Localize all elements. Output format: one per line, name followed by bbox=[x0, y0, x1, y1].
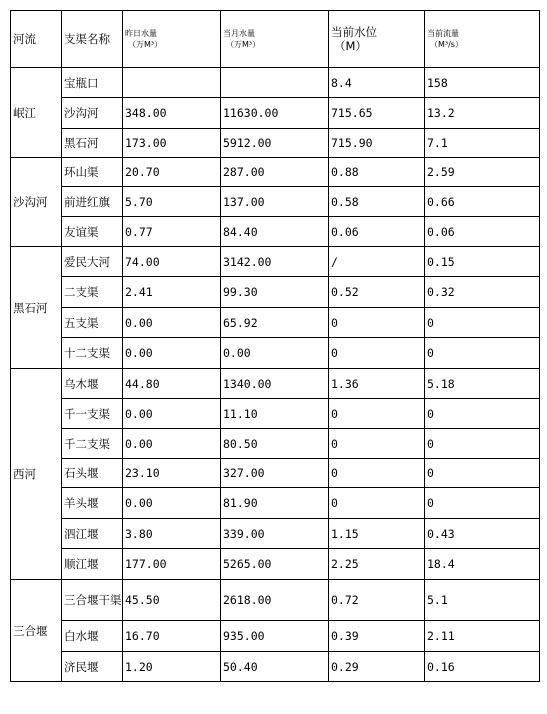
flow-rate-cell: 158 bbox=[425, 68, 540, 98]
header-level-label: 当前水位 bbox=[331, 25, 377, 39]
river-group-cell: 西河 bbox=[11, 369, 62, 580]
table-row bbox=[11, 217, 540, 247]
month-volume-cell: 339.00 bbox=[221, 519, 329, 549]
yesterday-cell: 44.80 bbox=[123, 369, 221, 399]
water-level-cell: 0.29 bbox=[329, 652, 425, 682]
canal-name-cell: 沙沟河 bbox=[62, 98, 123, 129]
yesterday-cell: 16.70 bbox=[123, 621, 221, 652]
month-volume-cell: 99.30 bbox=[221, 277, 329, 308]
flow-rate-cell: 0 bbox=[425, 488, 540, 519]
canal-name-cell: 十二支渠 bbox=[62, 338, 123, 369]
canal-name-cell: 羊头堰 bbox=[62, 488, 123, 519]
month-volume-cell bbox=[221, 68, 329, 98]
yesterday-cell: 2.41 bbox=[123, 277, 221, 308]
header-yesterday-label: 昨日水量 bbox=[125, 29, 157, 38]
yesterday-cell: 5.70 bbox=[123, 187, 221, 217]
month-volume-cell: 50.40 bbox=[221, 652, 329, 682]
flow-rate-cell: 0.06 bbox=[425, 217, 540, 247]
flow-rate-cell: 0.16 bbox=[425, 652, 540, 682]
month-volume-cell: 80.50 bbox=[221, 429, 329, 459]
water-level-cell: 2.25 bbox=[329, 549, 425, 580]
table-row bbox=[11, 277, 540, 308]
flow-rate-cell: 5.1 bbox=[425, 580, 540, 621]
table-row bbox=[11, 459, 540, 488]
canal-name-cell: 石头堰 bbox=[62, 459, 123, 488]
yesterday-cell: 0.77 bbox=[123, 217, 221, 247]
month-volume-cell: 2618.00 bbox=[221, 580, 329, 621]
canal-name-cell: 三合堰干渠 bbox=[62, 580, 123, 621]
flow-rate-cell: 0 bbox=[425, 399, 540, 429]
flow-rate-cell: 2.11 bbox=[425, 621, 540, 652]
water-level-cell: 0 bbox=[329, 308, 425, 338]
yesterday-cell: 1.20 bbox=[123, 652, 221, 682]
month-volume-cell: 327.00 bbox=[221, 459, 329, 488]
canal-name-cell: 千一支渠 bbox=[62, 399, 123, 429]
yesterday-cell: 0.00 bbox=[123, 308, 221, 338]
table-row bbox=[11, 247, 540, 277]
table-row bbox=[11, 652, 540, 682]
table-row bbox=[11, 519, 540, 549]
water-level-cell: 0.52 bbox=[329, 277, 425, 308]
table-row bbox=[11, 187, 540, 217]
flow-rate-cell: 18.4 bbox=[425, 549, 540, 580]
river-group-cell: 三合堰 bbox=[11, 580, 62, 682]
water-level-cell: 0.58 bbox=[329, 187, 425, 217]
month-volume-cell: 3142.00 bbox=[221, 247, 329, 277]
water-level-cell: 8.4 bbox=[329, 68, 425, 98]
table-row bbox=[11, 158, 540, 187]
flow-rate-cell: 0.32 bbox=[425, 277, 540, 308]
flow-rate-cell: 13.2 bbox=[425, 98, 540, 129]
river-group-cell: 黑石河 bbox=[11, 247, 62, 369]
flow-rate-cell: 0 bbox=[425, 459, 540, 488]
header-row bbox=[11, 11, 540, 68]
canal-name-cell: 前进红旗 bbox=[62, 187, 123, 217]
table-row bbox=[11, 580, 540, 621]
yesterday-cell: 23.10 bbox=[123, 459, 221, 488]
yesterday-cell: 173.00 bbox=[123, 129, 221, 158]
water-level-cell: 0.88 bbox=[329, 158, 425, 187]
canal-name-cell: 白水堰 bbox=[62, 621, 123, 652]
canal-name-cell: 二支渠 bbox=[62, 277, 123, 308]
header-month-volume bbox=[221, 11, 329, 68]
water-level-cell: 715.90 bbox=[329, 129, 425, 158]
table-row bbox=[11, 338, 540, 369]
water-data-table bbox=[10, 10, 540, 682]
water-level-cell: 1.36 bbox=[329, 369, 425, 399]
header-month-label: 当月水量 bbox=[223, 29, 255, 38]
yesterday-cell bbox=[123, 68, 221, 98]
header-flow-unit: （M³/s） bbox=[430, 40, 463, 49]
canal-name-cell: 爱民大河 bbox=[62, 247, 123, 277]
flow-rate-cell: 5.18 bbox=[425, 369, 540, 399]
month-volume-cell: 287.00 bbox=[221, 158, 329, 187]
flow-rate-cell: 0.66 bbox=[425, 187, 540, 217]
header-current-flow bbox=[425, 11, 540, 68]
water-level-cell: / bbox=[329, 247, 425, 277]
yesterday-cell: 45.50 bbox=[123, 580, 221, 621]
header-yesterday-volume bbox=[123, 11, 221, 68]
table-row bbox=[11, 488, 540, 519]
water-level-cell: 0.39 bbox=[329, 621, 425, 652]
table-row bbox=[11, 308, 540, 338]
header-month-unit: （万M³） bbox=[226, 40, 261, 49]
header-river: 河流 bbox=[11, 11, 62, 68]
month-volume-cell: 137.00 bbox=[221, 187, 329, 217]
yesterday-cell: 3.80 bbox=[123, 519, 221, 549]
canal-name-cell: 黑石河 bbox=[62, 129, 123, 158]
month-volume-cell: 0.00 bbox=[221, 338, 329, 369]
table-row bbox=[11, 98, 540, 129]
water-level-cell: 0 bbox=[329, 459, 425, 488]
month-volume-cell: 935.00 bbox=[221, 621, 329, 652]
water-level-cell: 715.65 bbox=[329, 98, 425, 129]
water-level-cell: 0.72 bbox=[329, 580, 425, 621]
month-volume-cell: 84.40 bbox=[221, 217, 329, 247]
canal-name-cell: 济民堰 bbox=[62, 652, 123, 682]
month-volume-cell: 1340.00 bbox=[221, 369, 329, 399]
month-volume-cell: 5265.00 bbox=[221, 549, 329, 580]
yesterday-cell: 20.70 bbox=[123, 158, 221, 187]
header-level-unit: （M） bbox=[334, 39, 367, 53]
flow-rate-cell: 0 bbox=[425, 429, 540, 459]
flow-rate-cell: 0 bbox=[425, 308, 540, 338]
canal-name-cell: 五支渠 bbox=[62, 308, 123, 338]
table-row bbox=[11, 129, 540, 158]
river-group-cell: 岷江 bbox=[11, 68, 62, 158]
water-level-cell: 0 bbox=[329, 488, 425, 519]
month-volume-cell: 65.92 bbox=[221, 308, 329, 338]
table-row bbox=[11, 399, 540, 429]
table-row bbox=[11, 621, 540, 652]
yesterday-cell: 0.00 bbox=[123, 399, 221, 429]
flow-rate-cell: 0.43 bbox=[425, 519, 540, 549]
yesterday-cell: 348.00 bbox=[123, 98, 221, 129]
table-row bbox=[11, 68, 540, 98]
yesterday-cell: 74.00 bbox=[123, 247, 221, 277]
river-group-cell: 沙沟河 bbox=[11, 158, 62, 247]
table-row bbox=[11, 369, 540, 399]
header-canal-name: 支渠名称 bbox=[62, 11, 123, 68]
water-level-cell: 0 bbox=[329, 338, 425, 369]
water-level-cell: 0.06 bbox=[329, 217, 425, 247]
canal-name-cell: 宝瓶口 bbox=[62, 68, 123, 98]
yesterday-cell: 0.00 bbox=[123, 488, 221, 519]
water-level-cell: 1.15 bbox=[329, 519, 425, 549]
header-current-level bbox=[329, 11, 425, 68]
yesterday-cell: 0.00 bbox=[123, 429, 221, 459]
canal-name-cell: 泗江堰 bbox=[62, 519, 123, 549]
flow-rate-cell: 0.15 bbox=[425, 247, 540, 277]
canal-name-cell: 友谊渠 bbox=[62, 217, 123, 247]
flow-rate-cell: 7.1 bbox=[425, 129, 540, 158]
month-volume-cell: 11.10 bbox=[221, 399, 329, 429]
yesterday-cell: 0.00 bbox=[123, 338, 221, 369]
water-level-cell: 0 bbox=[329, 429, 425, 459]
header-flow-label: 当前流量 bbox=[427, 29, 459, 38]
flow-rate-cell: 2.59 bbox=[425, 158, 540, 187]
month-volume-cell: 11630.00 bbox=[221, 98, 329, 129]
table-row bbox=[11, 549, 540, 580]
canal-name-cell: 乌木堰 bbox=[62, 369, 123, 399]
table-row bbox=[11, 429, 540, 459]
yesterday-cell: 177.00 bbox=[123, 549, 221, 580]
month-volume-cell: 5912.00 bbox=[221, 129, 329, 158]
water-level-cell: 0 bbox=[329, 399, 425, 429]
month-volume-cell: 81.90 bbox=[221, 488, 329, 519]
flow-rate-cell: 0 bbox=[425, 338, 540, 369]
canal-name-cell: 顺江堰 bbox=[62, 549, 123, 580]
canal-name-cell: 千二支渠 bbox=[62, 429, 123, 459]
canal-name-cell: 环山渠 bbox=[62, 158, 123, 187]
header-yesterday-unit: （万M³） bbox=[128, 40, 163, 49]
